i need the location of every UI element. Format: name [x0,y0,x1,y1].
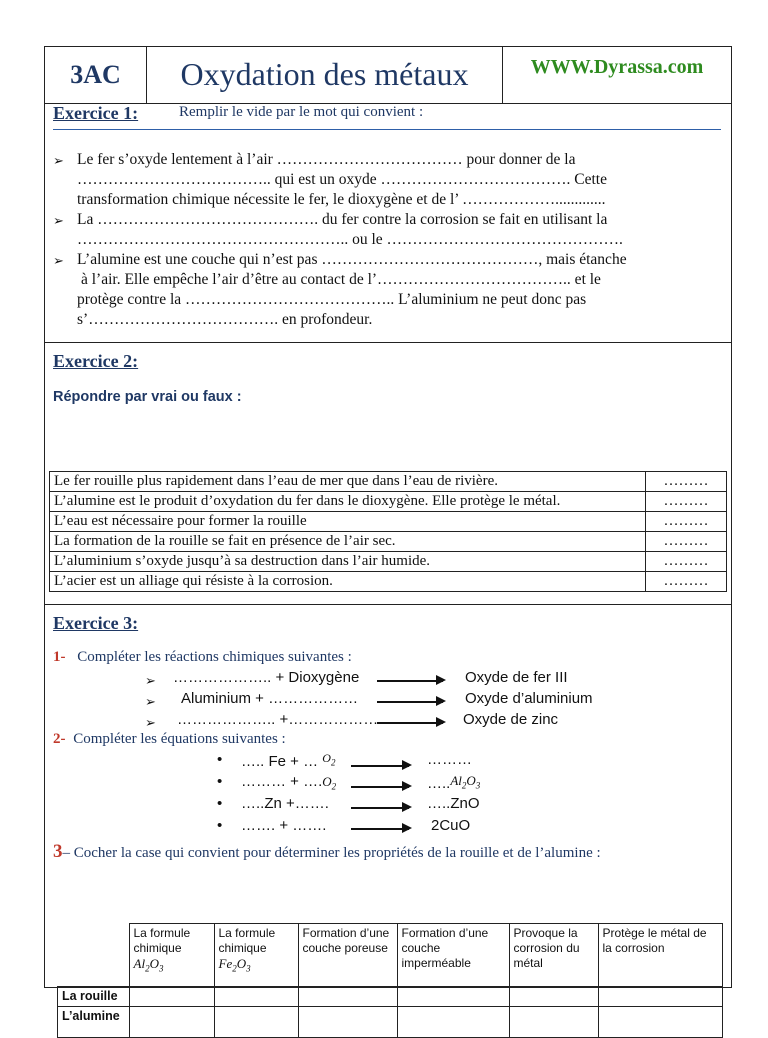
equation-right: ……… [427,751,472,768]
header-cell: Formation d’une couche poreuse [298,924,397,987]
reaction-right: Oxyde de fer III [465,669,568,686]
checkbox-cell[interactable] [129,986,214,1006]
ex1-line: …………………………………………….. ou le ………………………………………. [77,231,623,248]
table-row [58,1006,723,1037]
answer-field[interactable]: ……… [646,472,727,492]
exercise1-title: Exercice 1: [53,103,139,123]
reaction-arrow-icon [351,765,409,767]
ex1-line: s’………………………………. en profondeur. [77,311,373,328]
formula-main: O [322,774,332,789]
arrow-bullet-icon: ➢ [53,253,64,268]
ex1-line: à l’air. Elle empêche l’air d’être au contact de l’……………………………….. et le [81,271,601,288]
ex1-line: Le fer s’oxyde lentement à l’air ……………………………… pour donner de la [77,151,576,168]
statement-cell: L’aluminium s’oxyde jusqu’à sa destruction dans l’air humide. [50,552,646,572]
reaction-arrow-icon [351,786,409,788]
equation-right: 2CuO [431,817,471,834]
checkbox-cell[interactable] [214,1006,298,1037]
answer-field[interactable]: ……… [646,512,727,532]
answer-field[interactable]: ……… [646,492,727,512]
row-header: L’alumine [58,1006,130,1037]
question-text: Compléter les équations suivantes : [73,731,286,747]
ex1-line: ……………………………….. qui est un oxyde ………………………………. Cette [77,171,607,188]
table-row [50,512,727,532]
statement-cell: La formation de la rouille se fait en présence de l’air sec. [50,532,646,552]
question-text: – Cocher la case qui convient pour déterminer les propriétés de la rouille et de l’alumine : [62,845,601,861]
question-2 [53,731,286,748]
grade-label: 3AC [45,47,147,103]
equation-right: …..ZnO [427,795,480,812]
question-number: 1- [53,649,66,665]
exercise2-section [45,343,731,605]
bullet-dot-icon: • [217,751,223,768]
exercise3-title: Exercice 3: [53,613,139,633]
question-text: Compléter les réactions chimiques suivantes : [77,649,352,665]
properties-table [57,923,723,1038]
ex1-line: protège contre la ………………………………….. L’aluminium ne peut donc pas [77,291,587,308]
arrow-bullet-icon: ➢ [145,715,156,730]
reaction-left: Aluminium + ……………… [181,690,359,707]
formula [322,774,337,792]
checkbox-cell[interactable] [509,986,598,1006]
header-cell [129,924,214,987]
question-1 [53,649,352,666]
equation-left-text: ….. Fe + … [241,753,319,770]
equation-right-text: ….. [427,775,451,792]
ex1-line: transformation chimique nécessite le fer, le dioxygène et de l’ ………………............. [77,191,606,208]
equation-left: …..Zn +……. [241,795,329,812]
answer-field[interactable]: ……… [646,532,727,552]
reaction-right: Oxyde d’aluminium [465,690,593,707]
table-row [58,986,723,1006]
exercise2-instruction: Répondre par vrai ou faux : [53,389,242,405]
table-row [50,472,727,492]
formula-sub: 2 [331,781,337,792]
formula-al2o3: $Al_2O_3$ [133,956,164,974]
ex1-line: La ……………………………………. du fer contre la corrosion se fait en utilisant la [77,211,608,228]
question-number: 3 [53,841,63,862]
reaction-arrow-icon [351,828,409,830]
equation-left [241,773,336,792]
header-cell: Formation d’une couche imperméable [397,924,509,987]
reaction-arrow-icon [351,807,409,809]
exercise1-instruction: Remplir le vide par le mot qui convient : [179,104,424,120]
statement-cell: L’eau est nécessaire pour former la rouille [50,512,646,532]
checkbox-cell[interactable] [298,986,397,1006]
answer-field[interactable]: ……… [646,572,727,592]
page-title: Oxydation des métaux [147,47,503,103]
true-false-table [49,471,727,592]
checkbox-cell[interactable] [598,1006,722,1037]
equation-left [241,751,335,770]
row-header: La rouille [58,986,130,1006]
arrow-bullet-icon: ➢ [53,153,64,168]
table-row [50,572,727,592]
reaction-left: ……………….. +……………… [177,711,379,728]
checkbox-cell[interactable] [397,1006,509,1037]
bullet-dot-icon: • [217,817,223,834]
arrow-bullet-icon: ➢ [53,213,64,228]
exercise1-rule [53,129,721,130]
site-link[interactable]: WWW.Dyrassa.com [530,56,704,78]
table-row [50,552,727,572]
formula-sub: 2 [330,757,336,768]
header-label: La formule chimique [218,926,276,955]
checkbox-cell[interactable] [397,986,509,1006]
header-cell: Provoque la corrosion du métal [509,924,598,987]
reaction-right: Oxyde de zinc [463,711,559,728]
statement-cell: Le fer rouille plus rapidement dans l’eau de mer que dans l’eau de rivière. [50,472,646,492]
formula-al2o3: $Al_2O_3$ [450,773,481,791]
reaction-arrow-icon [377,722,443,724]
formula-fe2o3: $Fe_2O_3$ [218,956,251,974]
table-row [50,492,727,512]
checkbox-cell[interactable] [129,1006,214,1037]
worksheet-frame [44,46,732,1023]
reaction-arrow-icon [377,680,443,682]
table-row [50,532,727,552]
checkbox-cell[interactable] [298,1006,397,1037]
bullet-dot-icon: • [217,773,223,790]
exercise3-section [45,605,731,1023]
statement-cell: L’alumine est le produit d’oxydation du fer dans le dioxygène. Elle protège le métal. [50,492,646,512]
header-row [45,47,731,104]
bullet-dot-icon: • [217,795,223,812]
reaction-arrow-icon [377,701,443,703]
arrow-bullet-icon: ➢ [145,694,156,709]
corner-cell [58,924,130,987]
reaction-left: ……………….. + Dioxygène [173,669,360,686]
header-cell: Protège le métal de la corrosion [598,924,722,987]
exercise1-section [45,103,731,343]
equation-left: ……. + ……. [241,817,327,834]
checkbox-cell[interactable] [598,986,722,1006]
formula [322,751,336,768]
question-3 [53,841,601,863]
header-cell [214,924,298,987]
table-header-row [58,924,723,987]
formula-main: O [322,751,331,765]
statement-cell: L’acier est un alliage qui résiste à la corrosion. [50,572,646,592]
exercise2-title: Exercice 2: [53,351,139,371]
checkbox-cell[interactable] [509,1006,598,1037]
header-label: La formule chimique [133,926,191,955]
checkbox-cell[interactable] [214,986,298,1006]
arrow-bullet-icon: ➢ [145,673,156,688]
question-number: 2- [53,731,66,747]
equation-right [427,773,480,792]
ex1-line: L’alumine est une couche qui n’est pas ……………………………………, mais étanche [77,251,627,268]
answer-field[interactable]: ……… [646,552,727,572]
equation-left-text: ……… + …. [241,773,323,790]
